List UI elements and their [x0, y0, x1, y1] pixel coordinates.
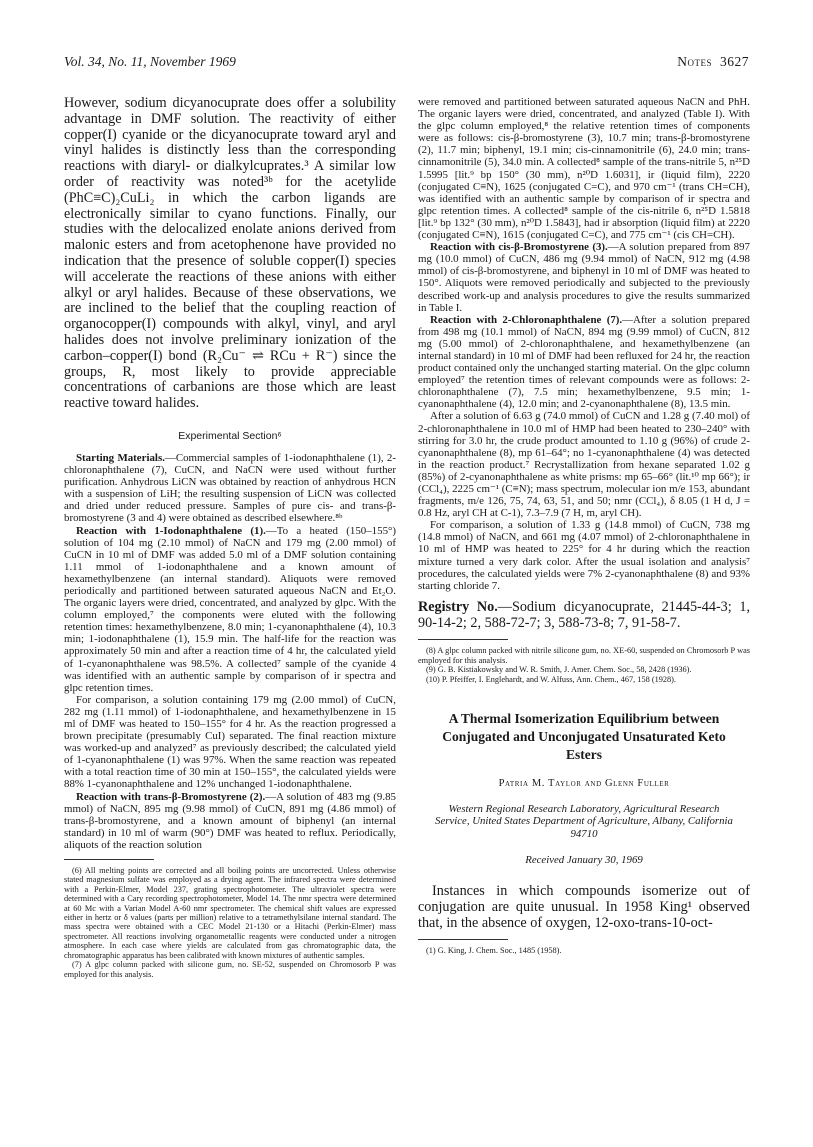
paragraph-trans-bromostyrene [64, 791, 396, 851]
page-number: 3627 [720, 54, 749, 69]
paragraph-hmp-reaction: After a solution of 6.63 g (74.0 mmol) of CuCN and 1.28 g (7.40 mol) of 2-chloronaphthalene in 10.0 ml of HMP had been heated to 230–240° with stirring for 3.0 hr, the crude product amounted to 1.10 g (96%) of crude 2-cyanonaphthalene (8), mp 61–64°; no 1-cyanonaphthalene (4) was detected in the reaction product.⁷ Recrystallization from hexane separated 1.02 g (85%) of 2-cyanonaphthalene as white prisms: mp 65–66° (lit.¹⁰ mp 66°); ir (CCl₄), 2225 cm⁻¹ (C≡N); mass spectrum, molecular ion m/e 153, abundant fragments, m/e 126, 75, 74, 63, 51, and 50; nmr (CCl₄), δ 8.05 (1 H d, J = 0.8 Hz, aryl CH at C-1), 7.3–7.9 (7 H, m, aryl CH). [418, 410, 750, 520]
run-in-heading: Reaction with trans-β-Bromostyrene (2). [76, 790, 266, 803]
registry-heading: Registry No. [418, 598, 498, 615]
running-header [64, 54, 749, 74]
page-info [677, 54, 749, 70]
experimental-section-title: Experimental Section⁶ [178, 429, 282, 442]
footnote-rule [418, 639, 508, 640]
paragraph-text: —Commercial samples of 1-iodonaphthalene (1), 2-chloronaphthalene (7), CuCN, and NaCN were used without further purification. Anhydrous LiCN was obtained by reaction of anhydrous HCN with a suspension of LiH; the resulting suspension of LiCN was collected and dried under reduced pressure. Samples of pure cis- and trans-β-bromostyrene (3 and 4) were obtained as described elsewhere.⁸ᵇ [64, 451, 396, 525]
footnote-1: (1) G. King, J. Chem. Soc., 1485 (1958). [426, 946, 562, 956]
footnote-8: (8) A glpc column packed with nitrile silicone gum, no. XE-60, suspended on Chromosorb P was employed for this analysis. [418, 646, 750, 665]
run-in-heading: Starting Materials. [76, 451, 165, 464]
registry-text: —Sodium dicyanocuprate, 21445-44-3; 1, 90-14-2; 2, 588-72-7; 3, 588-73-8; 7, 91-58-7. [418, 598, 750, 631]
paragraph-comparison-1: For comparison, a solution containing 179 mg (2.00 mmol) of CuCN, 282 mg (1.11 mmol) of 1-iodonaphthalene, and hexamethylbenzene in 15 ml of DMF was heated to 150–155° for 4 hr. As the reaction progressed a brown precipitate (presumably CuI) separated. The final reaction mixture was worked-up and analyzed⁷ as previously described; the calculated yield of 1-cyanonaphthalene (1) was 97%. When the same reaction was repeated with a total reaction time of 30 min at 150–155°, the calculated yields were 88% 1-cyanonaphthalene and 12% unchanged 1-iodonaphthalene. [64, 693, 396, 791]
paragraph-comparison-2: For comparison, a solution of 1.33 g (14.8 mmol) of CuCN, 738 mg (14.8 mmol) of NaCN, and 661 mg (4.07 mmol) of 2-chloronaphthalene in 10 ml of HMP was heated to 225° for 4 hr during which the reaction mixture turned a very dark color. After the usual isolation and analysis⁷ procedures, the calculated yields were 7% 2-cyanonaphthalene (8) and 93% starting chloride 7. [418, 519, 750, 592]
registry-numbers [418, 600, 750, 632]
author-affiliation: Western Regional Research Laboratory, Agricultural Research Service, United States Department of Agriculture, Albany, California 94710 [435, 803, 733, 840]
footnote-7: (7) A glpc column packed with silicone gum, no. SE-52, suspended on Chromosorb P was employed for this analysis. [64, 960, 396, 979]
footnote-9: (9) G. B. Kistiakowsky and W. R. Smith, J. Amer. Chem. Soc., 58, 2428 (1936). [426, 665, 692, 675]
article-authors: Patria M. Taylor and Glenn Fuller [498, 778, 670, 790]
footnote-6: (6) All melting points are corrected and all boiling points are uncorrected. Unless otherwise stated magnesium sulfate was employed as a drying agent. The infrared spectra were determined with a Perkin-Elmer, Model 237, grating spectrophotometer. The ultraviolet spectra were determined with a Cary recording spectrophotometer, Model 14. The nmr spectra were determined at 60 Mc with a Varian Model A-60 nmr spectrometer. The chemical shift values are expressed either in hertz or δ values (parts per million) relative to a tetramethylsilane internal standard. The mass spectra were obtained with a CEC Model 21-130 or a Hitachi (Perkin-Elmer) mass spectrometer. All reactions involving organometallic reagents were conducted under a nitrogen atmosphere. In each case where yields are calculated from gas chromatographic data, the chromatographic apparatus has been calibrated with known mixtures of authentic samples. [64, 866, 396, 960]
paragraph-cis-bromostyrene [418, 241, 750, 314]
footnote-10: (10) P. Pfeiffer, I. Englehardt, and W. Alfuss, Ann. Chem., 467, 158 (1928). [426, 674, 677, 684]
paragraph-text: —A solution prepared from 897 mg (10.0 mmol) of CuCN, 486 mg (9.94 mmol) of NaCN, 912 mg (4.98 mmol) of cis-β-bromostyrene, and biphenyl in 10 ml of DMF was heated to 150°. Aliquots were removed periodically and subjected to the previously described work-up and analysis procedures to give the results summarized in Table I. [418, 241, 750, 314]
article-intro-paragraph: Instances in which compounds isomerize out of conjugation are quite unusual. In 1958 King¹ observed that, in the absence of oxygen, 12-oxo-trans-10-oct- [418, 882, 750, 931]
intro-paragraph: However, sodium dicyanocuprate does offer a solubility advantage in DMF solution. The reactivity of either copper(I) cyanide or the dicyanocuprate toward aryl and vinyl halides is distinctly less than the corresponding reactions with diaryl- or dialkylcuprates.³ A similar low order of reactivity was noted³ᵇ for the acetylide (PhC≡C)₂CuLi₂ in which the carbon ligands are electronically similar to cyano functions. Finally, our studies with the delocalized enolate anions derived from malonic esters and from acetophenone have provided no indication that the presence of soluble copper(I) species will accelerate the reactions of these anions with either alkyl or aryl halides. Because of these observations, we are inclined to the belief that the coupling reaction of organocopper(I) compounds with alkyl, vinyl, and aryl halides does not involve preliminary ionization of the carbon–copper(I) bond (R₂Cu⁻ ⇌ RCu + R⁻) since the groups, R, most likely to provide appreciable concentrations of carbanions are those which are least reactive toward halides. [64, 96, 396, 412]
footnote-rule [64, 859, 154, 860]
right-column [418, 96, 750, 1111]
paragraph-starting-materials [64, 452, 396, 525]
received-date: Received January 30, 1969 [525, 853, 643, 866]
run-in-heading: Reaction with 1-Iodonaphthalene (1). [76, 524, 266, 537]
left-column [64, 96, 396, 1111]
paragraph-text: —A solution of 483 mg (9.85 mmol) of NaCN, 895 mg (9.98 mmol) of CuCN, 891 mg (4.86 mmol) of trans-β-bromostyrene, and a known amount of biphenyl (an internal standard) in 10 ml of warm (90°) DMF was heated to reflux. Periodically, aliquots of the reaction solution [64, 790, 396, 851]
paragraph-text: —To a heated (150–155°) solution of 104 mg (2.10 mmol) of NaCN and 179 mg (2.00 mmol) of CuCN in 10 ml of DMF was added 5.0 ml of a DMF solution containing 1.11 mmol of 1-iodonaphthalene and a known amount of hexamethylbenzene (an internal standard). Aliquots were removed periodically and partitioned between saturated aqueous NaCN and Et₂O. The organic layers were dried, concentrated, and analyzed by glpc. With the column employed,⁷ the components were eluted with the following retention times: hexamethylbenzene, 8.0 min; 1-cyanonaphthalene (4), 10.3 min; 1-iodonaphthalene (1), 15.9 min. The half-life for the reaction was approximately 50 min and after a reaction time of 4 hr, the calculated yield of 1-cyanonaphthalene was 98.5%. A collected⁷ sample of the cyanide 4 was identified with an authentic sample by comparison of ir spectra and glpc retention times. [64, 524, 396, 694]
paragraph-chloronaphthalene [418, 314, 750, 411]
run-in-heading: Reaction with 2-Chloronaphthalene (7). [430, 313, 623, 326]
article-title: A Thermal Isomerization Equilibrium between Conjugated and Unconjugated Unsaturated Keto Esters [442, 711, 726, 763]
run-in-heading: Reaction with cis-β-Bromostyrene (3). [430, 241, 608, 254]
footnote-rule [418, 939, 508, 940]
journal-volume: Vol. 34, No. 11, November 1969 [64, 54, 236, 69]
paragraph-text: —After a solution prepared from 498 mg (10.1 mmol) of NaCN, 894 mg (9.99 mmol) of CuCN, 812 mg (5.00 mmol) of 2-chloronaphthalene, and hexamethylbenzene (an internal standard) in 10 ml of DMF had been refluxed for 24 hr, the reaction product contained only the unchanged starting material. On the glpc column employed⁷ the retention times of relevant compounds were as follows: 2-chloronaphthalene (7), 7.5 min; hexamethylbenzene, 9.5 min; 1-cyanonaphthalene (4), 12.0 min; and 2-cyanonaphthalene (8), 13.5 min. [418, 313, 750, 411]
paragraph-continued: were removed and partitioned between saturated aqueous NaCN and PhH. The organic layers were dried, concentrated, and analyzed (Table I). With the glpc column employed,⁸ the relative retention times of components were as follows: cis-β-bromostyrene (3), 10.7 min; trans-β-bromostyrene (2), 11.7 min; biphenyl, 19.1 min; cis-cinnamonitrile (6), 24.0 min; trans-cinnamonitrile (5), 34.0 min. A collected⁸ sample of the trans-nitrile 5, n²⁵D 1.5995 [lit.⁹ bp 150° (30 mm), n²⁰D 1.6031], ir (liquid film), 2220 (conjugated C≡N), 1625 (conjugated C=C), and 970 cm⁻¹ (trans CH=CH), was identified with an authentic sample by comparison of ir spectra and glpc retention times. A collected⁸ sample of the cis-nitrile 6, n²⁵D 1.5818 [lit.⁹ bp 132° (30 mm), n²⁰D 1.5843], had ir absorption (liquid film) at 2220 (conjugated C≡N), 1615 (conjugated C=C), and 775 cm⁻¹ (cis CH=CH). [418, 96, 750, 242]
paragraph-iodonaphthalene [64, 525, 396, 694]
section-label: Notes [677, 54, 712, 69]
